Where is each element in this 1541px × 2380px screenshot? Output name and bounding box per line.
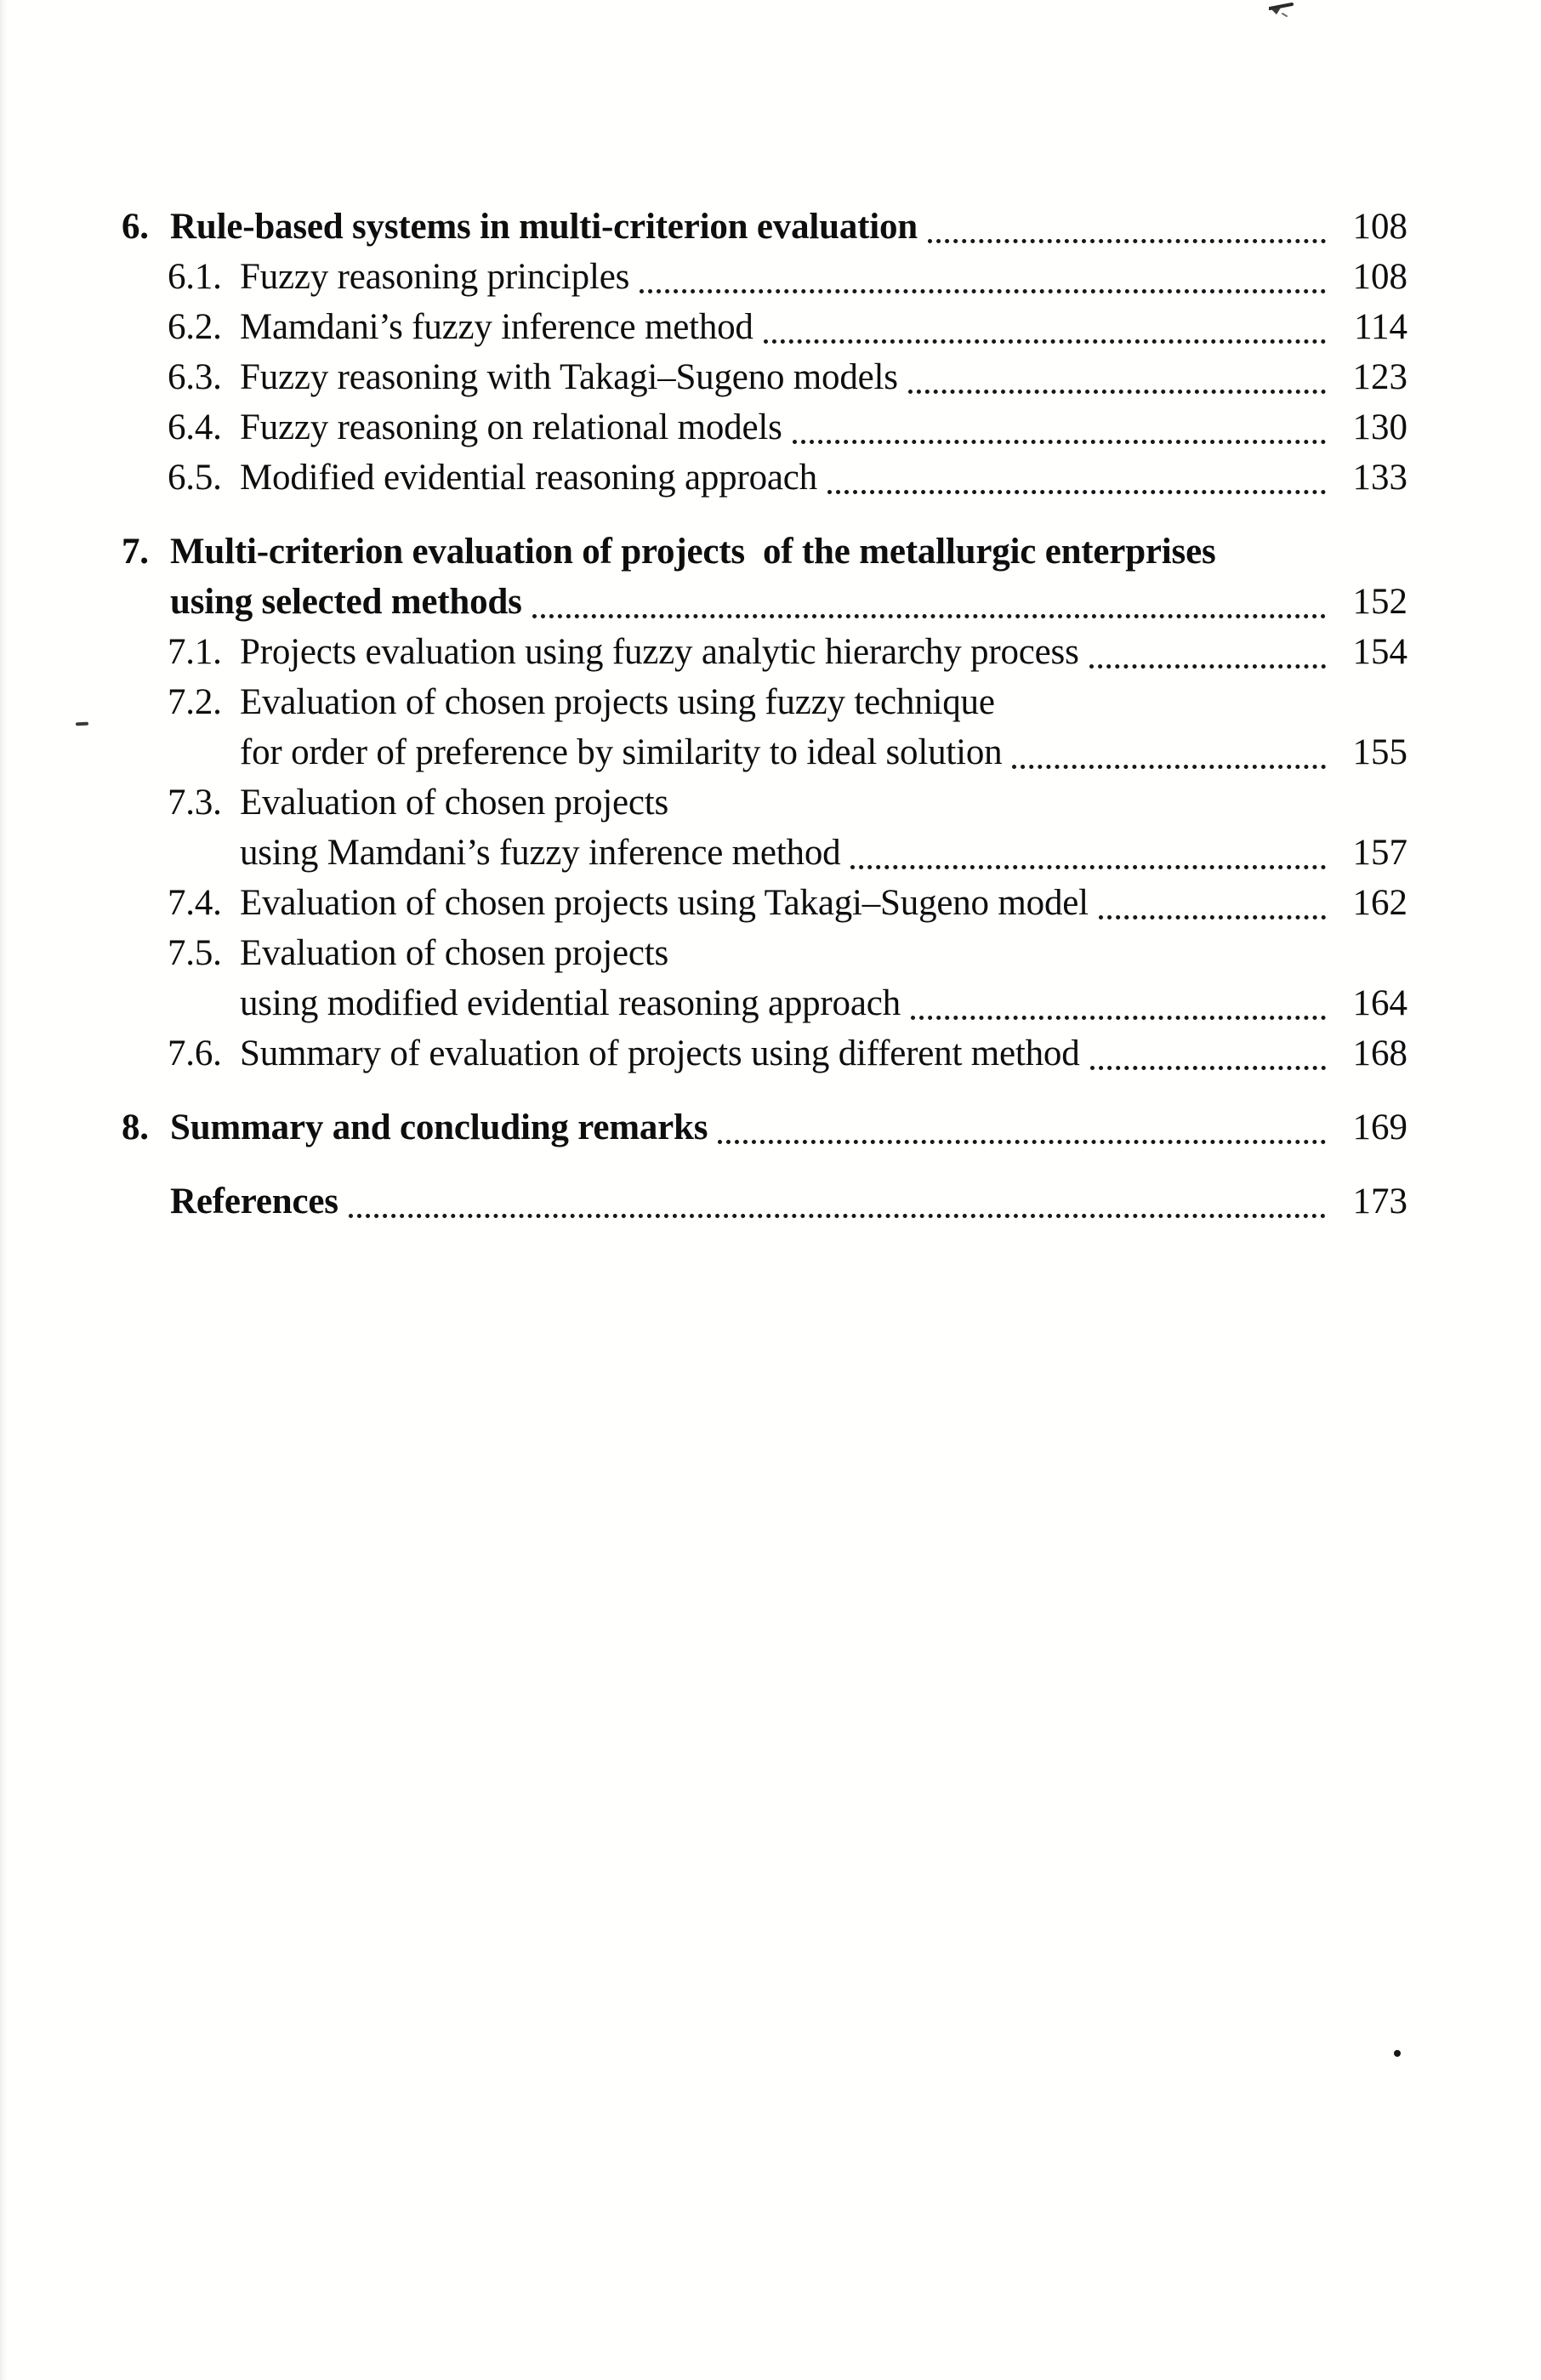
entry-line xyxy=(240,777,1407,828)
page-number: 108 xyxy=(1352,207,1407,247)
toc-entry-7-2 xyxy=(168,677,1407,777)
entry-lines xyxy=(170,527,1407,627)
page-number: 130 xyxy=(1352,407,1407,447)
dot-leader xyxy=(1099,915,1326,920)
entry-title-text: Summary of evaluation of projects using different method xyxy=(240,1033,1080,1073)
toc-entry-7-6 xyxy=(168,1028,1407,1079)
entry-lines xyxy=(170,202,1407,252)
entry-lines xyxy=(240,453,1407,503)
toc-entry-references xyxy=(122,1176,1407,1227)
entry-line xyxy=(240,352,1407,402)
entry-line xyxy=(240,677,1407,727)
toc-entry-7-5 xyxy=(168,928,1407,1028)
entry-title-text: Fuzzy reasoning on relational models xyxy=(240,407,782,447)
dot-leader xyxy=(908,390,1326,394)
entry-lines xyxy=(240,627,1407,677)
entry-lines xyxy=(240,878,1407,928)
entry-title-text: Fuzzy reasoning with Takagi–Sugeno models xyxy=(240,357,898,397)
toc-entry-7-1 xyxy=(168,627,1407,677)
entry-title-text: using selected methods xyxy=(170,582,522,622)
toc-entry-6-1 xyxy=(168,252,1407,302)
entry-title-text: Evaluation of chosen projects using fuzzy technique xyxy=(240,682,995,722)
entry-title-text: using modified evidential reasoning approach xyxy=(240,983,901,1023)
entry-line xyxy=(240,1028,1407,1079)
toc-entry-6-2 xyxy=(168,302,1407,352)
dot-leader xyxy=(1089,664,1326,669)
entry-title-text: Evaluation of chosen projects using Takagi–Sugeno model xyxy=(240,883,1089,923)
dot-leader xyxy=(911,1016,1326,1020)
entry-number: 7.4. xyxy=(168,883,222,923)
stray-dot-artifact xyxy=(1394,2050,1401,2057)
dot-leader xyxy=(793,440,1326,444)
dot-leader xyxy=(718,1140,1326,1144)
entry-title-text: Projects evaluation using fuzzy analytic hierarchy process xyxy=(240,632,1079,672)
entry-title-text: Evaluation of chosen projects xyxy=(240,933,669,973)
entry-lines xyxy=(170,1176,1407,1227)
page-number: 133 xyxy=(1352,458,1407,498)
dot-leader xyxy=(764,339,1326,344)
dot-leader xyxy=(349,1214,1326,1218)
page-number: 157 xyxy=(1352,833,1407,873)
entry-number: 6. xyxy=(122,207,149,247)
page-number: 164 xyxy=(1352,983,1407,1023)
entry-line xyxy=(170,527,1407,577)
entry-title-text: Evaluation of chosen projects xyxy=(240,783,669,823)
entry-line xyxy=(240,453,1407,503)
dot-leader xyxy=(1012,765,1326,769)
dot-leader xyxy=(850,865,1326,869)
dot-leader xyxy=(1090,1066,1326,1070)
entry-lines xyxy=(240,252,1407,302)
entry-number: 7.6. xyxy=(168,1033,222,1073)
toc-entry-6 xyxy=(122,202,1407,252)
page-number: 108 xyxy=(1352,257,1407,297)
entry-number: 8. xyxy=(122,1107,149,1147)
entry-lines xyxy=(240,352,1407,402)
entry-lines xyxy=(240,777,1407,878)
entry-lines xyxy=(170,1102,1407,1153)
page-number: 162 xyxy=(1352,883,1407,923)
entry-title-text: Mamdani’s fuzzy inference method xyxy=(240,307,753,347)
toc-entry-7 xyxy=(122,527,1407,627)
entry-title-text: Multi-criterion evaluation of projects of the metallurgic enterprises xyxy=(170,532,1216,572)
page-number: 173 xyxy=(1352,1181,1407,1221)
entry-lines xyxy=(240,677,1407,777)
entry-title-text: Summary and concluding remarks xyxy=(170,1107,708,1147)
entry-lines xyxy=(240,402,1407,453)
margin-dash-artifact xyxy=(76,722,88,726)
toc-entry-6-5 xyxy=(168,453,1407,503)
entry-line xyxy=(240,627,1407,677)
entry-line xyxy=(240,727,1407,777)
page-number: 154 xyxy=(1352,632,1407,672)
entry-number: 6.4. xyxy=(168,407,222,447)
toc-entry-6-4 xyxy=(168,402,1407,453)
entry-line xyxy=(170,1176,1407,1227)
entry-line xyxy=(240,828,1407,878)
toc-entry-7-3 xyxy=(168,777,1407,878)
entry-title-text: Rule-based systems in multi-criterion evaluation xyxy=(170,207,918,247)
entry-lines xyxy=(240,928,1407,1028)
toc-entry-7-4 xyxy=(168,878,1407,928)
page-number: 152 xyxy=(1352,582,1407,622)
entry-line xyxy=(170,202,1407,252)
entry-lines xyxy=(240,302,1407,352)
entry-number: 6.5. xyxy=(168,458,222,498)
entry-title-text: References xyxy=(170,1181,338,1221)
page-number: 114 xyxy=(1354,307,1407,347)
entry-line xyxy=(240,252,1407,302)
entry-line xyxy=(240,928,1407,978)
dot-leader xyxy=(928,239,1326,243)
dot-leader xyxy=(532,614,1326,618)
table-of-contents xyxy=(122,202,1407,1227)
entry-number xyxy=(122,1176,170,1227)
entry-lines xyxy=(240,1028,1407,1079)
scan-edge-shadow xyxy=(0,0,8,2380)
dot-leader xyxy=(827,490,1326,494)
toc-entry-6-3 xyxy=(168,352,1407,402)
page-number: 123 xyxy=(1352,357,1407,397)
entry-line xyxy=(240,978,1407,1028)
entry-line xyxy=(170,1102,1407,1153)
page-number: 168 xyxy=(1352,1033,1407,1073)
entry-number: 7.1. xyxy=(168,632,222,672)
entry-title-text: Fuzzy reasoning principles xyxy=(240,257,630,297)
entry-number: 7.2. xyxy=(168,682,222,722)
entry-number: 6.2. xyxy=(168,307,222,347)
entry-number: 7. xyxy=(122,532,149,572)
entry-number: 6.3. xyxy=(168,357,222,397)
entry-line xyxy=(170,577,1407,627)
pen-mark-artifact xyxy=(1269,2,1294,22)
entry-line xyxy=(240,402,1407,453)
entry-number: 7.5. xyxy=(168,933,222,973)
entry-line xyxy=(240,302,1407,352)
entry-title-text: using Mamdani’s fuzzy inference method xyxy=(240,833,841,873)
entry-title-text: Modified evidential reasoning approach xyxy=(240,458,817,498)
toc-entry-8 xyxy=(122,1102,1407,1153)
page-number: 169 xyxy=(1352,1107,1407,1147)
entry-number: 6.1. xyxy=(168,257,222,297)
entry-number: 7.3. xyxy=(168,783,222,823)
entry-line xyxy=(240,878,1407,928)
dot-leader xyxy=(640,289,1326,293)
page-number: 155 xyxy=(1352,732,1407,772)
entry-title-text: for order of preference by similarity to ideal solution xyxy=(240,732,1003,772)
